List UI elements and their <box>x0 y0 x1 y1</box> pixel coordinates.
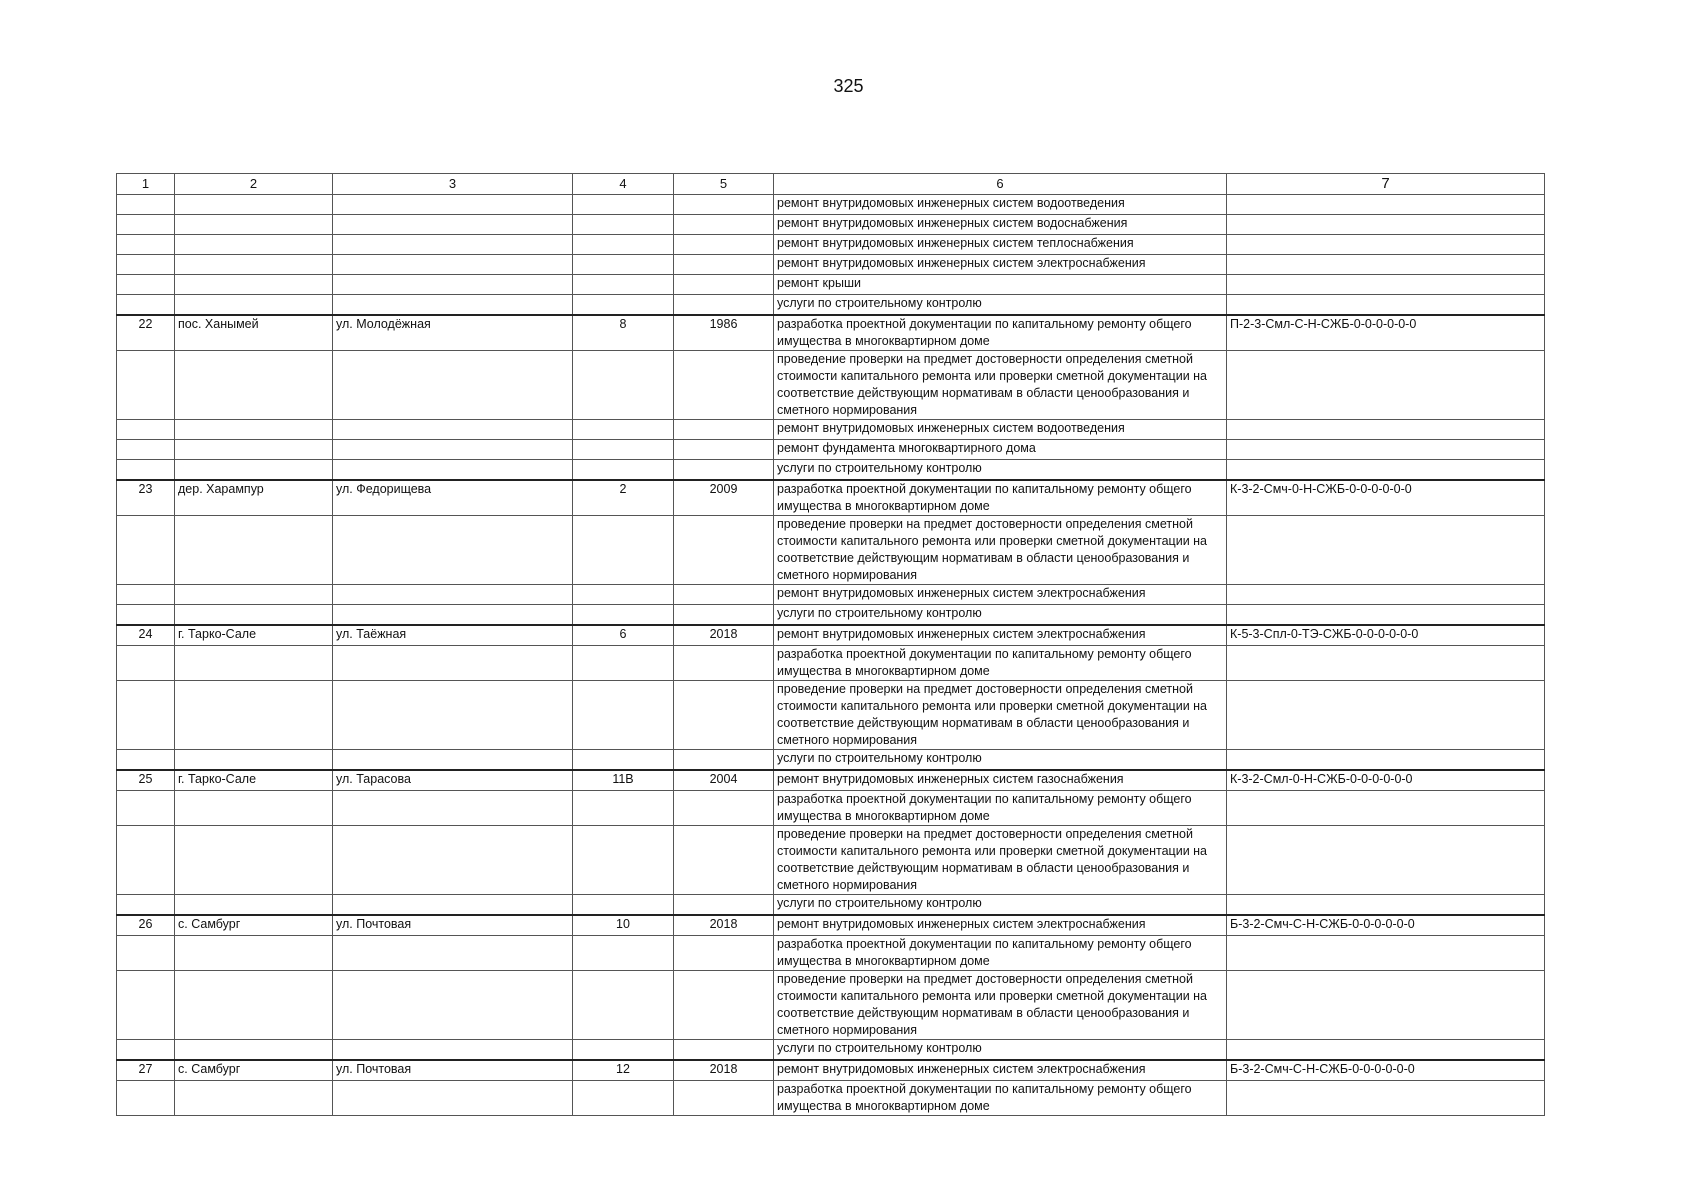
house-number-cell: 12 <box>573 1060 674 1081</box>
year-cell <box>674 351 774 420</box>
house-code-cell <box>1227 215 1545 235</box>
house-number-cell <box>573 255 674 275</box>
settlement-cell <box>175 275 333 295</box>
house-code-cell <box>1227 1040 1545 1061</box>
year-cell <box>674 1081 774 1116</box>
street-cell <box>333 215 573 235</box>
year-cell <box>674 585 774 605</box>
house-number-cell <box>573 215 674 235</box>
year-cell <box>674 295 774 316</box>
row-number-cell <box>117 1081 175 1116</box>
house-number-cell <box>573 1040 674 1061</box>
table-row <box>117 440 1545 460</box>
street-cell <box>333 971 573 1040</box>
settlement-cell <box>175 440 333 460</box>
street-cell <box>333 275 573 295</box>
year-cell <box>674 440 774 460</box>
header-col-5: 5 <box>674 174 774 195</box>
work-type-cell: разработка проектной документации по капитальному ремонту общего имущества в многоквартирном доме <box>774 480 1227 516</box>
row-number-cell <box>117 295 175 316</box>
settlement-cell <box>175 351 333 420</box>
settlement-cell: дер. Харампур <box>175 480 333 516</box>
house-number-cell <box>573 585 674 605</box>
row-number-cell <box>117 275 175 295</box>
street-cell <box>333 516 573 585</box>
year-cell: 2018 <box>674 1060 774 1081</box>
table-row <box>117 1081 1545 1116</box>
table-row <box>117 480 1545 516</box>
table-row <box>117 625 1545 646</box>
table-row <box>117 585 1545 605</box>
house-number-cell <box>573 646 674 681</box>
table-row <box>117 681 1545 750</box>
street-cell <box>333 826 573 895</box>
work-type-cell: проведение проверки на предмет достоверности определения сметной стоимости капитального ремонта или проверки сметной документации на соответствие действующим нормативам в области ценообразования и сметного нормирования <box>774 351 1227 420</box>
table-body <box>117 195 1545 1116</box>
street-cell <box>333 351 573 420</box>
street-cell <box>333 235 573 255</box>
table-row <box>117 255 1545 275</box>
year-cell <box>674 791 774 826</box>
table-row <box>117 646 1545 681</box>
house-number-cell <box>573 351 674 420</box>
year-cell: 2018 <box>674 915 774 936</box>
street-cell <box>333 750 573 771</box>
house-number-cell <box>573 460 674 481</box>
house-code-cell <box>1227 971 1545 1040</box>
house-number-cell <box>573 295 674 316</box>
house-code-cell <box>1227 420 1545 440</box>
street-cell <box>333 255 573 275</box>
row-number-cell <box>117 826 175 895</box>
table-row <box>117 460 1545 481</box>
street-cell <box>333 1081 573 1116</box>
row-number-cell <box>117 791 175 826</box>
house-code-cell <box>1227 646 1545 681</box>
house-code-cell <box>1227 750 1545 771</box>
house-number-cell <box>573 1081 674 1116</box>
header-col-6: 6 <box>774 174 1227 195</box>
row-number-cell <box>117 750 175 771</box>
year-cell: 2009 <box>674 480 774 516</box>
table-row <box>117 971 1545 1040</box>
house-number-cell <box>573 936 674 971</box>
year-cell: 2004 <box>674 770 774 791</box>
work-type-cell: ремонт внутридомовых инженерных систем электроснабжения <box>774 1060 1227 1081</box>
settlement-cell <box>175 971 333 1040</box>
settlement-cell <box>175 1040 333 1061</box>
row-number-cell <box>117 235 175 255</box>
work-type-cell: ремонт внутридомовых инженерных систем электроснабжения <box>774 255 1227 275</box>
house-code-cell <box>1227 351 1545 420</box>
street-cell <box>333 895 573 916</box>
street-cell <box>333 440 573 460</box>
settlement-cell <box>175 750 333 771</box>
house-number-cell <box>573 235 674 255</box>
page-number: 325 <box>833 76 864 96</box>
row-number-cell <box>117 895 175 916</box>
house-number-cell <box>573 750 674 771</box>
year-cell <box>674 895 774 916</box>
street-cell: ул. Тарасова <box>333 770 573 791</box>
settlement-cell: г. Тарко-Сале <box>175 625 333 646</box>
house-number-cell: 10 <box>573 915 674 936</box>
table-row <box>117 215 1545 235</box>
year-cell <box>674 936 774 971</box>
table-row <box>117 195 1545 215</box>
table-row <box>117 605 1545 626</box>
row-number-cell <box>117 255 175 275</box>
work-type-cell: ремонт внутридомовых инженерных систем электроснабжения <box>774 585 1227 605</box>
house-number-cell <box>573 440 674 460</box>
settlement-cell: с. Самбург <box>175 1060 333 1081</box>
row-number-cell <box>117 215 175 235</box>
year-cell <box>674 646 774 681</box>
settlement-cell: пос. Ханымей <box>175 315 333 351</box>
house-number-cell <box>573 275 674 295</box>
house-code-cell <box>1227 195 1545 215</box>
year-cell <box>674 605 774 626</box>
work-type-cell: услуги по строительному контролю <box>774 1040 1227 1061</box>
table-row <box>117 295 1545 316</box>
settlement-cell <box>175 255 333 275</box>
street-cell <box>333 791 573 826</box>
settlement-cell <box>175 681 333 750</box>
table-row <box>117 936 1545 971</box>
row-number-cell: 24 <box>117 625 175 646</box>
street-cell: ул. Таёжная <box>333 625 573 646</box>
work-type-cell: разработка проектной документации по капитальному ремонту общего имущества в многоквартирном доме <box>774 791 1227 826</box>
table-row <box>117 235 1545 255</box>
house-number-cell <box>573 791 674 826</box>
settlement-cell <box>175 826 333 895</box>
house-code-cell <box>1227 460 1545 481</box>
work-type-cell: ремонт фундамента многоквартирного дома <box>774 440 1227 460</box>
row-number-cell <box>117 460 175 481</box>
header-col-3: 3 <box>333 174 573 195</box>
settlement-cell <box>175 195 333 215</box>
house-code-cell: Б-3-2-Смч-С-Н-СЖБ-0-0-0-0-0-0 <box>1227 1060 1545 1081</box>
year-cell <box>674 420 774 440</box>
work-type-cell: услуги по строительному контролю <box>774 460 1227 481</box>
house-number-cell <box>573 516 674 585</box>
table-row <box>117 1040 1545 1061</box>
house-code-cell <box>1227 585 1545 605</box>
street-cell <box>333 195 573 215</box>
house-number-cell <box>573 605 674 626</box>
house-code-cell <box>1227 255 1545 275</box>
house-code-cell: Б-3-2-Смч-С-Н-СЖБ-0-0-0-0-0-0 <box>1227 915 1545 936</box>
year-cell: 2018 <box>674 625 774 646</box>
settlement-cell <box>175 460 333 481</box>
settlement-cell <box>175 420 333 440</box>
work-type-cell: разработка проектной документации по капитальному ремонту общего имущества в многоквартирном доме <box>774 1081 1227 1116</box>
street-cell: ул. Молодёжная <box>333 315 573 351</box>
row-number-cell <box>117 585 175 605</box>
row-number-cell <box>117 516 175 585</box>
settlement-cell: с. Самбург <box>175 915 333 936</box>
row-number-cell <box>117 646 175 681</box>
house-number-cell <box>573 420 674 440</box>
table-row <box>117 895 1545 916</box>
settlement-cell <box>175 235 333 255</box>
house-number-cell <box>573 895 674 916</box>
street-cell <box>333 420 573 440</box>
row-number-cell <box>117 195 175 215</box>
row-number-cell: 26 <box>117 915 175 936</box>
house-code-cell <box>1227 440 1545 460</box>
house-code-cell <box>1227 1081 1545 1116</box>
house-number-cell <box>573 971 674 1040</box>
work-type-cell: ремонт внутридомовых инженерных систем водоотведения <box>774 195 1227 215</box>
settlement-cell <box>175 646 333 681</box>
settlement-cell <box>175 791 333 826</box>
row-number-cell <box>117 420 175 440</box>
house-code-cell <box>1227 295 1545 316</box>
house-code-cell <box>1227 791 1545 826</box>
row-number-cell: 23 <box>117 480 175 516</box>
year-cell <box>674 215 774 235</box>
work-type-cell: ремонт внутридомовых инженерных систем газоснабжения <box>774 770 1227 791</box>
table-row <box>117 750 1545 771</box>
house-code-cell: К-3-2-Смл-0-Н-СЖБ-0-0-0-0-0-0 <box>1227 770 1545 791</box>
work-type-cell: разработка проектной документации по капитальному ремонту общего имущества в многоквартирном доме <box>774 936 1227 971</box>
table-row <box>117 770 1545 791</box>
work-type-cell: услуги по строительному контролю <box>774 605 1227 626</box>
house-code-cell <box>1227 275 1545 295</box>
header-col-1: 1 <box>117 174 175 195</box>
table-row <box>117 791 1545 826</box>
row-number-cell <box>117 1040 175 1061</box>
house-code-cell: П-2-3-Смл-С-Н-СЖБ-0-0-0-0-0-0 <box>1227 315 1545 351</box>
year-cell <box>674 826 774 895</box>
work-type-cell: проведение проверки на предмет достоверности определения сметной стоимости капитального ремонта или проверки сметной документации на соответствие действующим нормативам в области ценообразования и сметного нормирования <box>774 516 1227 585</box>
work-type-cell: услуги по строительному контролю <box>774 895 1227 916</box>
work-type-cell: проведение проверки на предмет достоверности определения сметной стоимости капитального ремонта или проверки сметной документации на соответствие действующим нормативам в области ценообразования и сметного нормирования <box>774 681 1227 750</box>
year-cell <box>674 235 774 255</box>
house-code-cell <box>1227 516 1545 585</box>
street-cell <box>333 585 573 605</box>
work-type-cell: проведение проверки на предмет достоверности определения сметной стоимости капитального ремонта или проверки сметной документации на соответствие действующим нормативам в области ценообразования и сметного нормирования <box>774 826 1227 895</box>
house-code-cell <box>1227 936 1545 971</box>
street-cell <box>333 681 573 750</box>
work-type-cell: услуги по строительному контролю <box>774 750 1227 771</box>
settlement-cell <box>175 516 333 585</box>
document-table <box>116 173 1545 1116</box>
street-cell <box>333 460 573 481</box>
row-number-cell <box>117 971 175 1040</box>
header-col-7: 7 <box>1227 174 1545 195</box>
work-type-cell: проведение проверки на предмет достоверности определения сметной стоимости капитального ремонта или проверки сметной документации на соответствие действующим нормативам в области ценообразования и сметного нормирования <box>774 971 1227 1040</box>
house-number-cell: 2 <box>573 480 674 516</box>
street-cell <box>333 295 573 316</box>
table-row <box>117 351 1545 420</box>
house-code-cell: К-5-3-Спл-0-ТЭ-СЖБ-0-0-0-0-0-0 <box>1227 625 1545 646</box>
street-cell <box>333 936 573 971</box>
work-type-cell: разработка проектной документации по капитальному ремонту общего имущества в многоквартирном доме <box>774 646 1227 681</box>
street-cell: ул. Федорищева <box>333 480 573 516</box>
house-number-cell <box>573 681 674 750</box>
settlement-cell <box>175 895 333 916</box>
work-type-cell: ремонт внутридомовых инженерных систем электроснабжения <box>774 915 1227 936</box>
work-type-cell: услуги по строительному контролю <box>774 295 1227 316</box>
row-number-cell <box>117 605 175 626</box>
street-cell: ул. Почтовая <box>333 915 573 936</box>
header-col-4: 4 <box>573 174 674 195</box>
year-cell <box>674 681 774 750</box>
work-type-cell: разработка проектной документации по капитальному ремонту общего имущества в многоквартирном доме <box>774 315 1227 351</box>
street-cell: ул. Почтовая <box>333 1060 573 1081</box>
settlement-cell <box>175 1081 333 1116</box>
settlement-cell <box>175 936 333 971</box>
work-type-cell: ремонт внутридомовых инженерных систем водоотведения <box>774 420 1227 440</box>
settlement-cell <box>175 605 333 626</box>
house-number-cell: 11В <box>573 770 674 791</box>
year-cell <box>674 750 774 771</box>
house-code-cell <box>1227 826 1545 895</box>
year-cell: 1986 <box>674 315 774 351</box>
house-number-cell <box>573 826 674 895</box>
house-number-cell <box>573 195 674 215</box>
settlement-cell <box>175 215 333 235</box>
year-cell <box>674 971 774 1040</box>
row-number-cell <box>117 440 175 460</box>
settlement-cell <box>175 585 333 605</box>
street-cell <box>333 605 573 626</box>
year-cell <box>674 1040 774 1061</box>
year-cell <box>674 275 774 295</box>
year-cell <box>674 195 774 215</box>
table-row <box>117 420 1545 440</box>
table-row <box>117 315 1545 351</box>
house-code-cell <box>1227 895 1545 916</box>
year-cell <box>674 255 774 275</box>
table-row <box>117 516 1545 585</box>
row-number-cell: 22 <box>117 315 175 351</box>
work-type-cell: ремонт внутридомовых инженерных систем теплоснабжения <box>774 235 1227 255</box>
work-type-cell: ремонт крыши <box>774 275 1227 295</box>
house-code-cell: К-3-2-Смч-0-Н-СЖБ-0-0-0-0-0-0 <box>1227 480 1545 516</box>
year-cell <box>674 516 774 585</box>
work-type-cell: ремонт внутридомовых инженерных систем водоснабжения <box>774 215 1227 235</box>
row-number-cell: 25 <box>117 770 175 791</box>
street-cell <box>333 1040 573 1061</box>
row-number-cell: 27 <box>117 1060 175 1081</box>
table-row <box>117 275 1545 295</box>
house-number-cell: 8 <box>573 315 674 351</box>
table-row <box>117 1060 1545 1081</box>
settlement-cell: г. Тарко-Сале <box>175 770 333 791</box>
header-row <box>117 174 1545 195</box>
work-type-cell: ремонт внутридомовых инженерных систем электроснабжения <box>774 625 1227 646</box>
table-row <box>117 915 1545 936</box>
year-cell <box>674 460 774 481</box>
house-code-cell <box>1227 605 1545 626</box>
house-code-cell <box>1227 235 1545 255</box>
row-number-cell <box>117 936 175 971</box>
table-row <box>117 826 1545 895</box>
house-code-cell <box>1227 681 1545 750</box>
row-number-cell <box>117 351 175 420</box>
header-col-2: 2 <box>175 174 333 195</box>
settlement-cell <box>175 295 333 316</box>
street-cell <box>333 646 573 681</box>
row-number-cell <box>117 681 175 750</box>
house-number-cell: 6 <box>573 625 674 646</box>
